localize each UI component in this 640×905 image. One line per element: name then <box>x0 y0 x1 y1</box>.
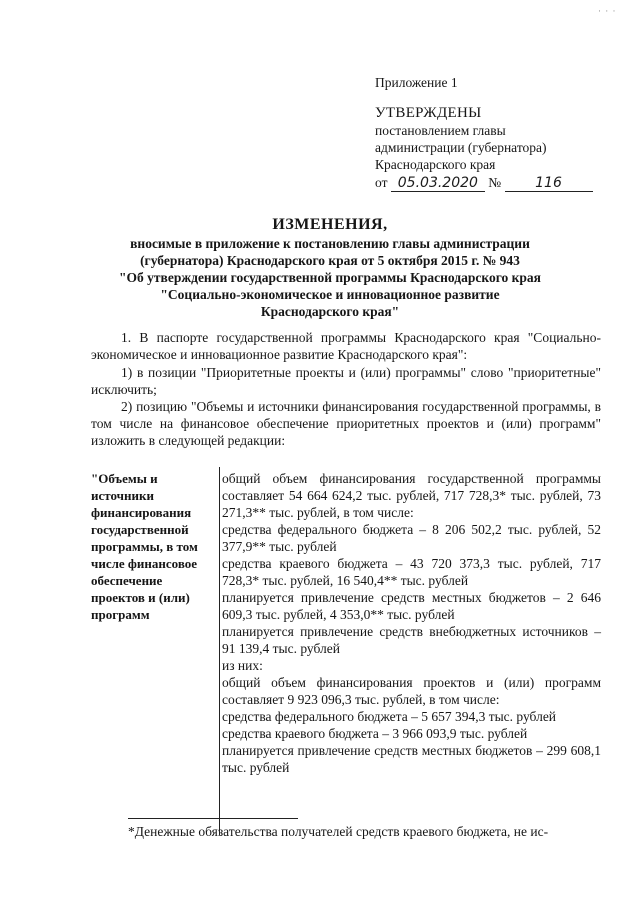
number-label: № <box>488 175 502 190</box>
title-line-5: Краснодарского края" <box>260 304 400 319</box>
table-right-line: из них: <box>222 658 263 673</box>
table-right-line: общий объем финансирования государственной программы составляет 54 664 624,2 тыс. рублей, 717 728,3* тыс. рублей, 73 271,3** тыс. рублей, в том числе: <box>222 471 601 520</box>
approval-line-2: администрации (губернатора) <box>375 140 547 155</box>
footnote-text: *Денежные обязательства получателей средств краевого бюджета, не ис- <box>128 824 549 839</box>
table-right-line: средства федерального бюджета – 5 657 394,3 тыс. рублей <box>222 709 557 724</box>
approval-line-3: Краснодарского края <box>375 157 496 172</box>
approval-line-1: постановлением главы <box>375 123 506 138</box>
document-title <box>70 215 590 320</box>
approved-heading: УТВЕРЖДЕНЫ <box>375 105 482 121</box>
title-line-2: (губернатора) Краснодарского края от 5 октября 2015 г. № 943 <box>140 253 520 268</box>
title-main: ИЗМЕНЕНИЯ, <box>272 216 388 233</box>
body-paragraph-1: 1. В паспорте государственной программы Краснодарского края "Социально-экономическое и инновационное развитие Краснодарского края": <box>91 330 601 362</box>
footnote-rule <box>128 818 298 819</box>
table-right-line: планируется привлечение средств местных бюджетов – 2 646 609,3 тыс. рублей, 4 353,0** тыс. рублей <box>222 590 601 622</box>
table-right-line: планируется привлечение средств внебюджетных источников – 91 139,4 тыс. рублей <box>222 624 601 656</box>
title-line-4: "Социально-экономическое и инновационное развитие <box>160 287 500 302</box>
body-paragraph-3: 2) позицию "Объемы и источники финансирования государственной программы, в том числе на финансовое обеспечение приоритетных проектов и (или) программ" изложить в следующей редакции: <box>91 399 601 448</box>
title-line-3: "Об утверждении государственной программы Краснодарского края <box>119 270 541 285</box>
table-right-line: общий объем финансирования проектов и (или) программ составляет 9 923 096,3 тыс. рублей, в том числе: <box>222 675 601 707</box>
approval-number: 116 <box>505 176 593 192</box>
table-divider <box>219 467 220 835</box>
approval-date: 05.03.2020 <box>391 176 485 192</box>
title-line-1: вносимые в приложение к постановлению главы администрации <box>130 236 530 251</box>
table-left-label: "Объемы и источники финансирования государственной программы, в том числе финансовое обеспечение проектов и (или) программ <box>91 471 198 622</box>
appendix-label: Приложение 1 <box>375 75 458 90</box>
table-right-line: средства краевого бюджета – 43 720 373,3 тыс. рублей, 717 728,3* тыс. рублей, 16 540,4** тыс. рублей <box>222 556 601 588</box>
from-label: от <box>375 175 388 190</box>
table-right-line: планируется привлечение средств местных бюджетов – 299 608,1 тыс. рублей <box>222 743 601 775</box>
table-right-content <box>222 470 601 776</box>
table-right-line: средства федерального бюджета – 8 206 502,2 тыс. рублей, 52 377,9** тыс. рублей <box>222 522 601 554</box>
approval-block <box>375 74 615 192</box>
corner-mark: · · · <box>598 6 617 16</box>
approval-date-number <box>375 174 615 192</box>
table-right-line: средства краевого бюджета – 3 966 093,9 тыс. рублей <box>222 726 528 741</box>
body-paragraph-2: 1) в позиции "Приоритетные проекты и (или) программы" слово "приоритетные" исключить; <box>91 365 601 397</box>
